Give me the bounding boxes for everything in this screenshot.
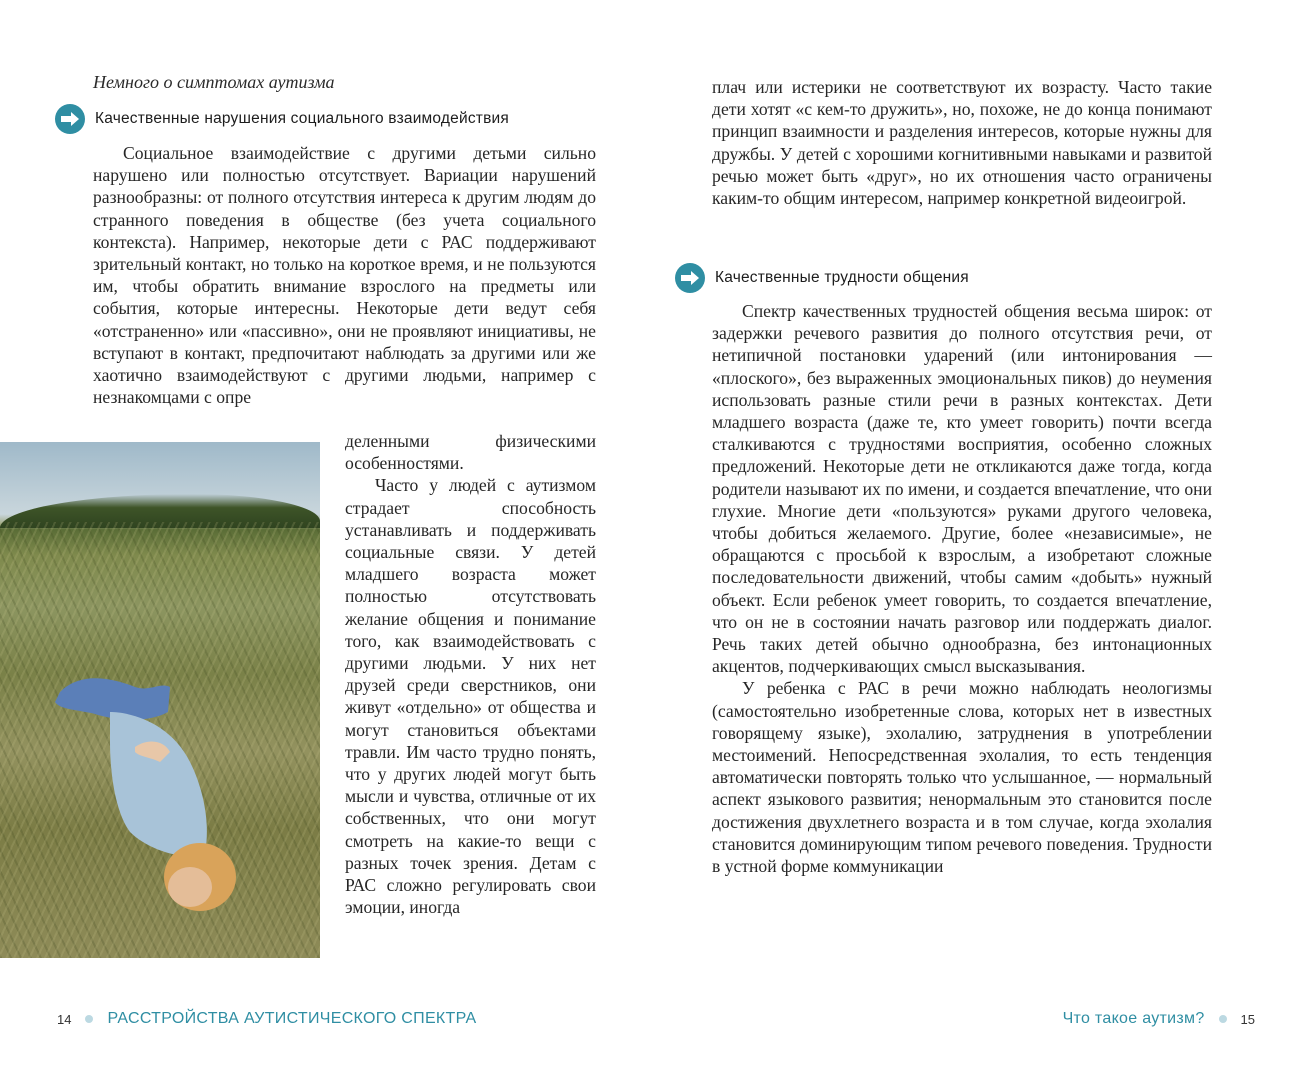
footer-right	[1063, 1010, 1255, 1028]
section-title: Качественные нарушения социального взаимодействия	[95, 110, 509, 127]
arrow-right-icon	[55, 104, 85, 134]
child-figure	[40, 652, 240, 942]
right-page	[650, 0, 1300, 1080]
paragraph: Часто у людей с аутизмом страдает способность устанавливать и поддерживать социальные связи. У детей младшего возраста может полностью отсутствовать желание общения и понимание того, как взаимодействовать с другими людьми. У них нет друзей среди сверстников, они живут «отдельно» от общества и могут становиться объектами травли. Им часто трудно понять, что у других людей могут быть мысли и чувства, отличные от их собственных, что они могут смотреть на какие-то вещи с разных точек зрения. Детам с РАС сложно регулировать свои эмоции, иногда	[345, 475, 596, 918]
footer-dot-icon	[85, 1015, 93, 1023]
section-heading-communication	[675, 263, 969, 293]
paragraph: У ребенка с РАС в речи можно наблюдать неологизмы (самостоятельно изобретенные слова, которых нет в известных говорящему языке), эхолалию, затруднения в употреблении местоимений. Непосредственная эхолалия, то есть тенденция автоматически повторять только что услышанное, — нормальный аспект языкового развития; ненормальным это становится после достижения двухлетнего возраста и в том случае, когда эхолалия становится доминирующим типом речевого поведения. Трудности в устной форме коммуникации	[712, 678, 1212, 877]
body-text-main	[712, 300, 1212, 877]
page-number: 14	[57, 1011, 72, 1027]
section-title: Качественные трудности общения	[715, 269, 969, 286]
footer-title: Что такое аутизм?	[1062, 1010, 1205, 1027]
body-text-top	[93, 142, 596, 408]
section-heading-social	[55, 104, 509, 134]
footer-title: РАССТРОЙСТВА АУТИСТИЧЕСКОГО СПЕКТРА	[107, 1010, 477, 1027]
body-text-side	[345, 430, 596, 918]
footer-left	[57, 1010, 477, 1028]
body-text-top	[712, 76, 1212, 209]
paragraph-continuation: плач или истерики не соответствуют их возрасту. Часто такие дети хотят «с кем-то дружить», но, похоже, не до конца понимают принцип взаимности и разделения интересов, которые нужны для дружбы. У детей с хорошими когнитивными навыками и развитой речью может быть «друг», но их отношения часто ограничены каким-то общим интересом, например конкретной видеоигрой.	[712, 77, 1212, 209]
running-head: Немного о симптомах аутизма	[93, 72, 335, 92]
footer-dot-icon	[1219, 1015, 1227, 1023]
paragraph: Спектр качественных трудностей общения весьма широк: от задержки речевого развития до полного отсутствия речи, от нетипичной постановки ударений (или интонирования — «плоского», без выраженных эмоциональных пиков) до неумения использовать разные стили речи в разных контекстах. Дети младшего возраста (даже те, кто умеет говорить) почти всегда сталкиваются с трудностями восприятия, особенно сложных предложений. Некоторые дети не откликаются даже тогда, когда родители называют их по имени, и создается впечатление, что они глухие. Многие дети «пользуются» руками другого человека, чтобы добиться желаемого. Другие, более «независимые», не обращаются с просьбой к взрослым, а изобретают сложные последовательности движений, чтобы самим «добыть» нужный объект. Если ребенок умеет говорить, то создается впечатление, что он не в состоянии начать разговор или поддержать диалог. Речь таких детей обычно однообразна, без интонационных акцентов, подчеркивающих смысл высказывания.	[712, 301, 1212, 677]
photo-child-lying-in-field	[0, 442, 320, 958]
page-number: 15	[1240, 1011, 1255, 1027]
paragraph-continuation: деленными физическими особенностями.	[345, 431, 596, 474]
arrow-right-icon	[675, 263, 705, 293]
paragraph: Социальное взаимодействие с другими детьми сильно нарушено или полностью отсутствует. Вариации нарушений разнообразны: от полного отсутствия интереса к другим людям до странного поведения в обществе (без учета социального контекста). Например, некоторые дети с РАС поддерживают зрительный контакт, но только на короткое время, и не пользуются им, чтобы обратить внимание взрослого на предметы или события, которые интересны. Некоторые дети ведут себя «отстраненно» или «пассивно», они не проявляют инициативы, не вступают в контакт, предпочитают наблюдать за другими или же хаотично взаимодействуют с другими людьми, например с незнакомцами с опре	[93, 143, 596, 408]
